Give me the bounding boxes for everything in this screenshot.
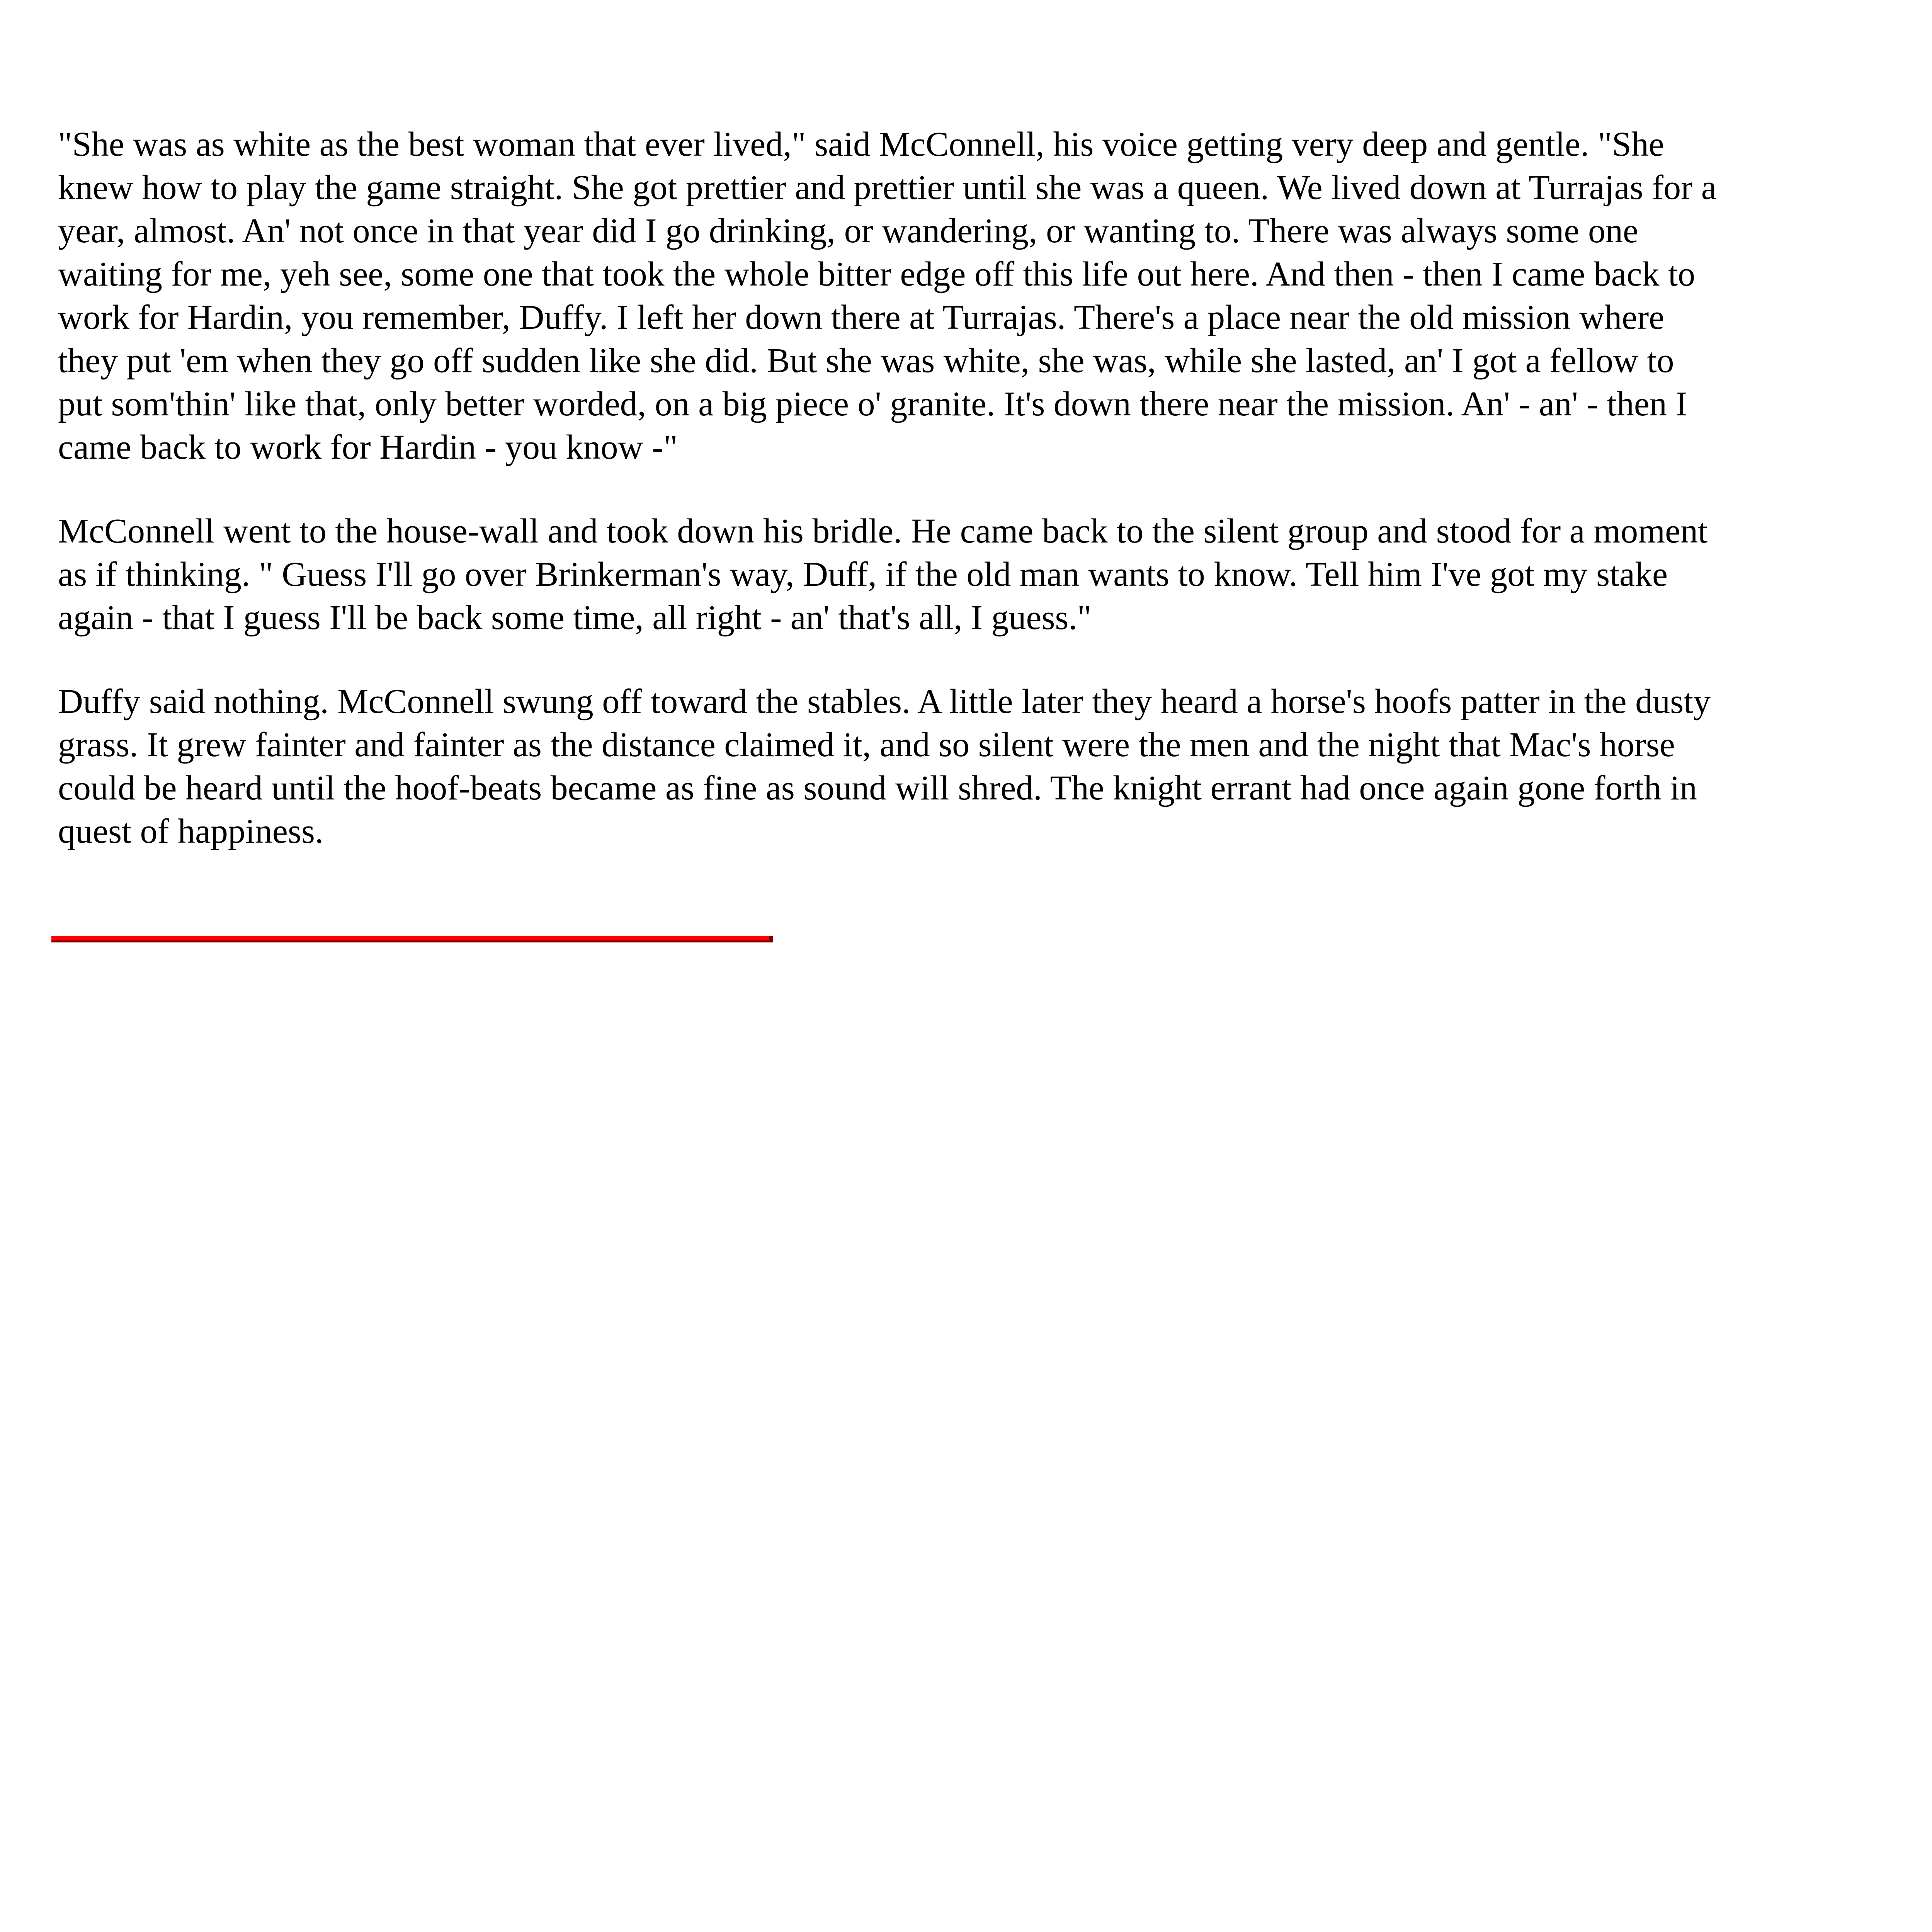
paragraph-bridle: McConnell went to the house-wall and took down his bridle. He came back to the silent group and stood for a moment as if thinking. " Guess I'll go over Brinkerman's way, Duff, if the old man wants to know. Tell him I've got my stake again - that I guess I'll be back some time, all right - an' that's all, I guess." xyxy=(58,512,1708,637)
red-divider-rule xyxy=(51,936,773,942)
paragraph-mcconnell-speech: "She was as white as the best woman that ever lived," said McConnell, his voice getting very deep and gentle. "She knew how to play the game straight. She got prettier and prettier until she was a queen. We lived down at Turrajas for a year, almost. An' not once in that year did I go drinking, or wandering, or wanting to. There was always some one waiting for me, yeh see, some one that took the whole bitter edge off this life out here. And then - then I came back to work for Hardin, you remember, Duffy. I left her down there at Turrajas. There's a place near the old mission where they put 'em when they go off sudden like she did. But she was white, she was, while she lasted, an' I got a fellow to put som'thin' like that, only better worded, on a big piece o' granite. It's down there near the mission. An' - an' - then I came back to work for Hardin - you know -" xyxy=(58,125,1717,466)
paragraph-departure: Duffy said nothing. McConnell swung off toward the stables. A little later they heard a horse's hoofs patter in the dusty grass. It grew fainter and fainter as the distance claimed it, and so silent were the men and the night that Mac's horse could be heard until the hoof-beats became as fine as sound will shred. The knight errant had once again gone forth in quest of happiness. xyxy=(58,682,1711,850)
story-text xyxy=(58,123,1719,894)
